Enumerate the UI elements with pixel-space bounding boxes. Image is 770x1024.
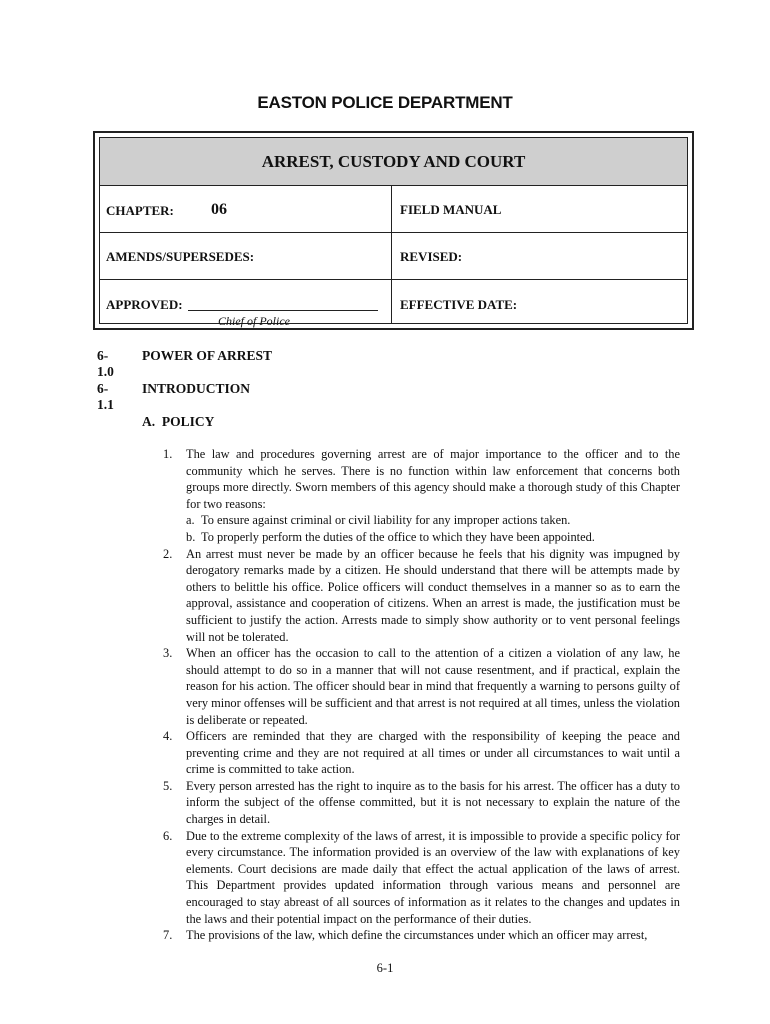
list-item xyxy=(163,645,680,728)
list-item-text: When an officer has the occasion to call to the attention of a citizen a violation of any law, he should attempt to do so in a manner that will not cause resentment, and if practical, explain the reason for his action. The officer should bear in mind that frequently a warning to persons guilty of very minor offenses will be sufficient and that arrest is not required at all times, unless the violation is deliberate or repeated. xyxy=(186,646,680,727)
list-item xyxy=(163,546,680,646)
list-item xyxy=(163,778,680,828)
section-number: 6-1.0 xyxy=(97,348,114,379)
chapter-number: 06 xyxy=(211,201,227,218)
list-item-text: Officers are reminded that they are charged with the responsibility of keeping the peace and preventing crime and they are not required at all times or under all circumstances to wait until a crime is committed to take action. xyxy=(186,729,680,777)
list-item-number: 1. xyxy=(163,447,173,461)
sub-item-letter: b. xyxy=(186,529,196,544)
list-item-text: The provisions of the law, which define the circumstances under which an officer may arrest, xyxy=(186,928,648,943)
list-item-text: Due to the extreme complexity of the laws of arrest, it is impossible to provide a specific policy for every circumstance. The information provided is an overview of the law with explanations of key elements. Court decisions are made daily that effect the actual application of the laws of arrest. This Department provides updated information through various means and personnel are encouraged to stay abreast of all sources of information as it relates to the changes and updates in the laws and their potential impact on the performance of their duties. xyxy=(186,828,680,926)
list-item-text: An arrest must never be made by an officer because he feels that his dignity was impugned by derogatory remarks made by a citizen. He should understand that there will be attempts made by others to belittle his office. Police officers will conduct themselves in a manner so as to earn the approval, assistance and cooperation of citizens. When an arrest is made, the justification must be sufficient to justify the action. Arrests made to simply show authority or to vent personal feelings will not be tolerated. xyxy=(186,546,680,644)
section-title: INTRODUCTION xyxy=(142,381,251,396)
amends-supersedes-label: AMENDS/SUPERSEDES: xyxy=(106,249,255,264)
chief-of-police-caption: Chief of Police xyxy=(218,314,290,328)
page-number: 6-1 xyxy=(376,961,394,975)
revised-label: REVISED: xyxy=(400,249,463,264)
header-row-amends xyxy=(100,233,687,280)
subsection-title: A. POLICY xyxy=(142,414,215,429)
list-item-number: 6. xyxy=(163,828,173,843)
approved-label: APPROVED: xyxy=(106,297,183,312)
section-title: POWER OF ARREST xyxy=(142,348,273,363)
sub-item-text: To properly perform the duties of the office to which they have been appointed. xyxy=(201,529,595,544)
list-item xyxy=(163,828,680,928)
list-item xyxy=(163,446,680,546)
list-item-number: 2. xyxy=(163,546,173,561)
sub-item-letter: a. xyxy=(186,513,195,528)
header-column-divider xyxy=(391,186,392,323)
list-item-number: 7. xyxy=(163,928,173,943)
list-item xyxy=(163,728,680,778)
signature-line xyxy=(188,310,378,311)
list-item-text: Every person arrested has the right to inquire as to the basis for his arrest. The officer has a duty to inform the subject of the offense committed, but it is not necessary to explain the nature of the charges in detail. xyxy=(186,778,680,827)
chapter-title: ARREST, CUSTODY AND COURT xyxy=(100,138,687,186)
list-item xyxy=(163,927,680,944)
sub-list xyxy=(186,512,680,545)
header-row-approved xyxy=(100,280,687,331)
sub-item-text: To ensure against criminal or civil liability for any improper actions taken. xyxy=(201,513,571,528)
header-inner-frame xyxy=(99,137,688,328)
list-item-text: The law and procedures governing arrest are of major importance to the officer and to the community which he serves. There is no function within law enforcement that concerns both groups more directly. Sworn members of this agency should make a thorough study of this Chapter for two reasons: xyxy=(186,447,680,511)
list-item-number: 4. xyxy=(163,729,173,744)
field-manual-label: FIELD MANUAL xyxy=(400,202,502,217)
department-title: EASTON POLICE DEPARTMENT xyxy=(257,93,513,112)
manual-header-table xyxy=(93,131,694,330)
policy-list xyxy=(163,446,680,944)
effective-date-label: EFFECTIVE DATE: xyxy=(400,297,518,312)
sub-list-item xyxy=(186,529,680,546)
sub-list-item xyxy=(186,512,680,529)
list-item-number: 3. xyxy=(163,646,173,661)
header-row-chapter xyxy=(100,186,687,233)
section-number: 6-1.1 xyxy=(97,381,114,412)
chapter-label: CHAPTER: xyxy=(106,203,174,218)
list-item-number: 5. xyxy=(163,778,173,793)
